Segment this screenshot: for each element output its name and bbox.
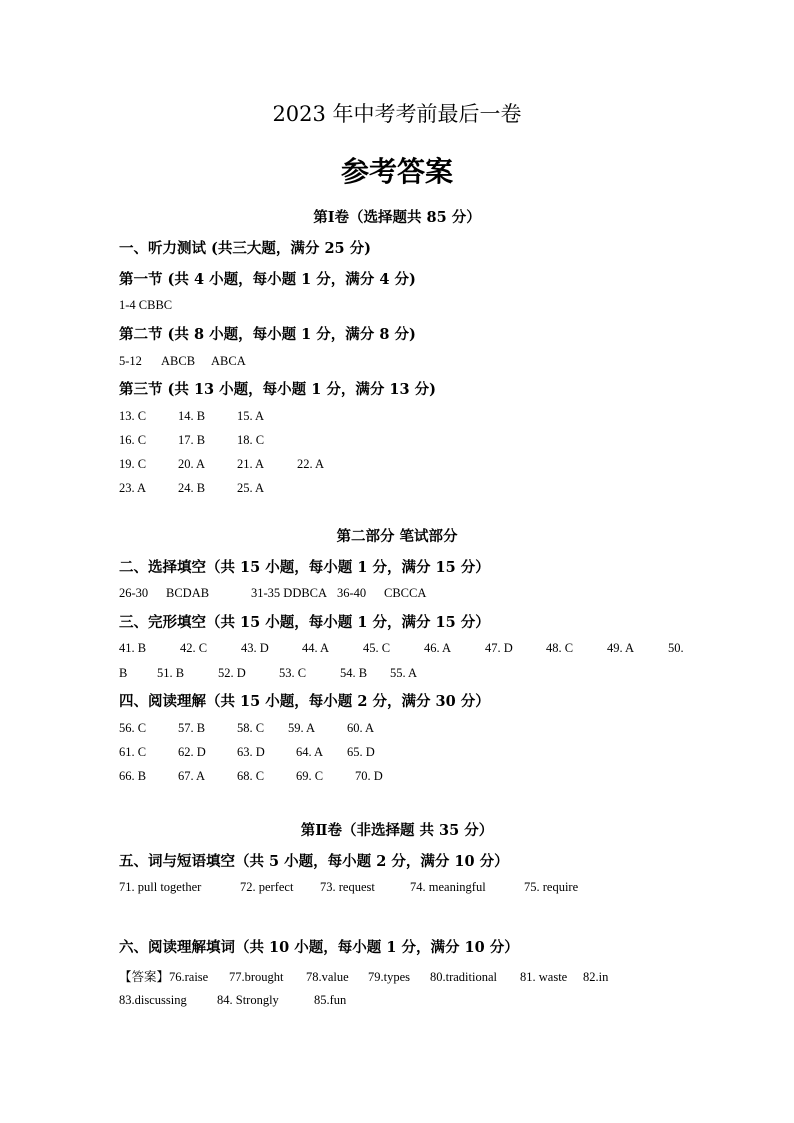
- answer-item: 51. B: [157, 666, 185, 680]
- answer-item: 45. C: [363, 641, 391, 655]
- answer-item: ABCA: [211, 354, 246, 368]
- answer-row: [119, 457, 324, 472]
- answer-item: 71. pull together: [119, 880, 202, 894]
- answer-item: 85.fun: [314, 993, 347, 1007]
- answer-item: 26-30: [119, 586, 149, 600]
- answer-item: 77.brought: [229, 970, 284, 984]
- answer-item: 【答案】76.raise: [119, 970, 209, 984]
- section-1-heading: 一、听力测试 (共三大题，满分 25 分): [119, 240, 372, 257]
- answer-row: [119, 880, 578, 895]
- part-2-heading: 第二部分 笔试部分: [336, 528, 458, 545]
- answer-item: 63. D: [237, 745, 265, 759]
- answer-item: ABCB: [161, 354, 196, 368]
- answer-item: 20. A: [178, 457, 206, 471]
- answer-item: 69. C: [296, 769, 324, 783]
- answer-item: 67. A: [178, 769, 206, 783]
- answer-item: 61. C: [119, 745, 147, 759]
- answer-item: 70. D: [355, 769, 383, 783]
- answer-item: 54. B: [340, 666, 368, 680]
- answer-item: 58. C: [237, 721, 265, 735]
- answer-item: 49. A: [607, 641, 635, 655]
- answer-row: [119, 409, 264, 424]
- answer-item: 68. C: [237, 769, 265, 783]
- section-2-heading: 二、选择填空（共 15 小题，每小题 1 分，满分 15 分）: [119, 559, 490, 576]
- answer-item: 65. D: [347, 745, 375, 759]
- answer-row: [119, 769, 383, 784]
- answer-item: 24. B: [178, 481, 206, 495]
- answer-item: 43. D: [241, 641, 269, 655]
- answer-item: 23. A: [119, 481, 147, 495]
- answer-item: 83.discussing: [119, 993, 187, 1007]
- answer-item: 15. A: [237, 409, 265, 423]
- document-title: 2023 年中考考前最后一卷: [272, 102, 522, 126]
- answer-item: 25. A: [237, 481, 265, 495]
- answer-item: CBCCA: [384, 586, 427, 600]
- answers-5-12: [119, 354, 246, 369]
- answer-item: 52. D: [218, 666, 246, 680]
- answer-item: 73. request: [320, 880, 375, 894]
- answer-item: 48. C: [546, 641, 574, 655]
- answer-item: 19. C: [119, 457, 147, 471]
- answer-item: 74. meaningful: [410, 880, 486, 894]
- document-subtitle: 参考答案: [340, 155, 453, 188]
- answer-item: 42. C: [180, 641, 208, 655]
- answer-item: 16. C: [119, 433, 147, 447]
- answer-item: 59. A: [288, 721, 316, 735]
- answer-item: 5-12: [119, 354, 142, 368]
- answer-item: 66. B: [119, 769, 147, 783]
- section-1-1-heading: 第一节 (共 4 小题，每小题 1 分，满分 4 分): [119, 271, 416, 288]
- answer-row: [119, 967, 608, 985]
- answer-item: 78.value: [306, 970, 349, 984]
- answer-item: 82.in: [583, 970, 609, 984]
- answer-item: 84. Strongly: [217, 993, 279, 1007]
- answer-item: BCDAB: [166, 586, 210, 600]
- answer-item: 18. C: [237, 433, 265, 447]
- answer-row: [119, 481, 264, 496]
- answer-item: 62. D: [178, 745, 206, 759]
- answer-item: 60. A: [347, 721, 375, 735]
- answer-item: 21. A: [237, 457, 265, 471]
- answer-row: [119, 721, 374, 736]
- section-1-2-heading: 第二节 (共 8 小题，每小题 1 分，满分 8 分): [119, 326, 416, 343]
- answer-item: 17. B: [178, 433, 206, 447]
- answer-item: 81. waste: [520, 970, 568, 984]
- answers-26-40: [119, 586, 426, 601]
- section-5-heading: 五、词与短语填空（共 5 小题，每小题 2 分，满分 10 分）: [119, 853, 509, 870]
- section-4-heading: 四、阅读理解（共 15 小题，每小题 2 分，满分 30 分）: [119, 693, 490, 710]
- answer-item: 14. B: [178, 409, 206, 423]
- answer-item: 64. A: [296, 745, 324, 759]
- answer-item: 55. A: [390, 666, 418, 680]
- answers-1-4: 1-4 CBBC: [119, 298, 173, 312]
- answer-item: 13. C: [119, 409, 147, 423]
- answer-item: B: [119, 666, 128, 680]
- answer-row: [119, 993, 346, 1008]
- answer-item: 31-35 DDBCA: [251, 586, 328, 600]
- answer-item: 44. A: [302, 641, 330, 655]
- answer-row: [119, 433, 264, 448]
- section-6-heading: 六、阅读理解填词（共 10 小题，每小题 1 分，满分 10 分）: [119, 939, 519, 956]
- answer-item: 79.types: [368, 970, 411, 984]
- answer-item: 75. require: [524, 880, 579, 894]
- part-3-heading: 第Ⅱ卷（非选择题 共 35 分）: [300, 822, 494, 839]
- answer-item: 57. B: [178, 721, 206, 735]
- answer-item: 22. A: [297, 457, 325, 471]
- answer-item: 36-40: [337, 586, 367, 600]
- answer-item: 80.traditional: [430, 970, 497, 984]
- answer-item: 72. perfect: [240, 880, 294, 894]
- answer-item: 50.: [668, 641, 684, 655]
- answer-item: 56. C: [119, 721, 147, 735]
- answer-item: 46. A: [424, 641, 452, 655]
- section-1-3-heading: 第三节 (共 13 小题，每小题 1 分，满分 13 分): [119, 381, 437, 398]
- answer-row: [119, 641, 684, 656]
- answer-row: [119, 745, 375, 760]
- answer-item: 47. D: [485, 641, 513, 655]
- part-1-heading: 第Ⅰ卷（选择题共 85 分）: [313, 209, 481, 226]
- section-3-heading: 三、完形填空（共 15 小题，每小题 1 分，满分 15 分）: [119, 614, 490, 631]
- answer-row: [119, 666, 417, 681]
- answer-item: 53. C: [279, 666, 307, 680]
- answer-item: 41. B: [119, 641, 147, 655]
